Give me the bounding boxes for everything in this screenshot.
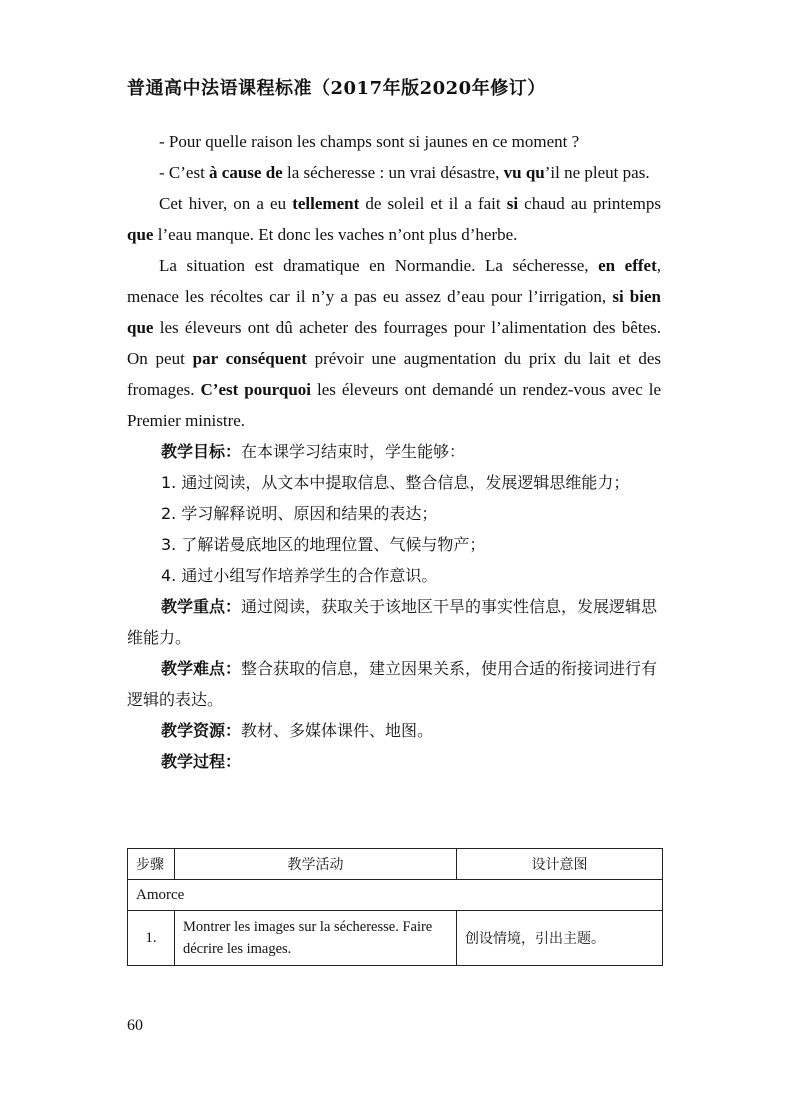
body-text xyxy=(127,126,661,777)
paragraph-text: chaud au printemps xyxy=(518,194,661,213)
objectives-intro: 在本课学习结束时，学生能够： xyxy=(241,442,466,461)
dialogue-answer xyxy=(127,157,661,188)
answer-text: ’il ne pleut pas. xyxy=(544,163,650,182)
resources-text: 教材、多媒体课件、地图。 xyxy=(241,721,434,740)
paragraph-text: les éleveurs ont dû acheter des fourrages pour l’alimentation des bêtes. On peut xyxy=(127,318,661,368)
paragraph-text: La situation est dramatique en Normandie. La sécheresse, xyxy=(159,256,599,275)
resources-label: 教学资源： xyxy=(161,721,242,740)
connector-bold: tellement xyxy=(292,194,360,213)
table-section-cell: Amorce xyxy=(128,880,663,911)
paragraph-text: Cet hiver, on a eu xyxy=(159,194,293,213)
objective-item: 2. 学习解释说明、原因和结果的表达； xyxy=(161,504,438,523)
process-heading xyxy=(127,746,661,777)
paragraph-text: prévoir une augmentation du prix du lait et des fromages. xyxy=(127,349,661,399)
connector-bold: en effet xyxy=(598,256,657,275)
paragraph-winter xyxy=(127,188,661,250)
question-text: - Pour quelle raison les champs sont si jaunes en ce moment ? xyxy=(159,132,580,151)
process-table xyxy=(127,848,662,966)
table-header-cell: 设计意图 xyxy=(457,849,663,880)
step-number: 1. xyxy=(128,911,175,966)
table-section-row xyxy=(128,880,663,911)
process-label: 教学过程： xyxy=(161,752,242,771)
answer-text: - C’est xyxy=(159,163,210,182)
running-header: 普通高中法语课程标准（2017年版2020年修订） xyxy=(127,78,546,99)
table-header-cell: 教学活动 xyxy=(175,849,457,880)
table-row xyxy=(128,911,663,966)
connector-bold: vu qu xyxy=(503,163,545,182)
connector-bold: que xyxy=(127,225,154,244)
key-points-label: 教学重点： xyxy=(161,597,242,616)
connector-bold: si xyxy=(506,194,519,213)
difficulties xyxy=(127,653,661,715)
connector-bold: à cause de xyxy=(209,163,283,182)
resources xyxy=(127,715,661,746)
connector-bold: si bien que xyxy=(127,287,661,337)
paragraph-normandie xyxy=(127,250,661,436)
table-header-cell: 步骤 xyxy=(128,849,175,880)
page-number: 60 xyxy=(127,1017,143,1034)
connector-bold: C’est pourquoi xyxy=(200,380,312,399)
intent-cell: 创设情境，引出主题。 xyxy=(457,911,663,966)
difficulties-text: 整合获取的信息，建立因果关系，使用合适的衔接词进行有逻辑的表达。 xyxy=(127,659,658,709)
key-points xyxy=(127,591,661,653)
connector-bold: par conséquent xyxy=(192,349,307,368)
paragraph-text: l’eau manque. Et donc les vaches n’ont plus d’herbe. xyxy=(153,225,518,244)
dialogue-question xyxy=(127,126,661,157)
key-points-text: 通过阅读，获取关于该地区干旱的事实性信息，发展逻辑思维能力。 xyxy=(127,597,658,647)
objective-item: 3. 了解诺曼底地区的地理位置、气候与物产； xyxy=(161,535,486,554)
objective-item: 1. 通过阅读，从文本中提取信息、整合信息，发展逻辑思维能力； xyxy=(161,473,630,492)
objectives-label: 教学目标： xyxy=(161,442,242,461)
objectives-heading xyxy=(127,436,661,467)
table-header-row xyxy=(128,849,663,880)
difficulties-label: 教学难点： xyxy=(161,659,242,678)
activity-cell: Montrer les images sur la sécheresse. Faire décrire les images. xyxy=(175,911,457,966)
answer-text: la sécheresse : un vrai désastre, xyxy=(282,163,504,182)
paragraph-text: de soleil et il a fait xyxy=(359,194,507,213)
objective-item: 4. 通过小组写作培养学生的合作意识。 xyxy=(161,566,438,585)
paragraph-text: les éleveurs ont demandé un rendez-vous avec le Premier ministre. xyxy=(127,380,661,430)
paragraph-text: , menace les récoltes car il n’y a pas eu assez d’eau pour l’irrigation, xyxy=(127,256,661,306)
